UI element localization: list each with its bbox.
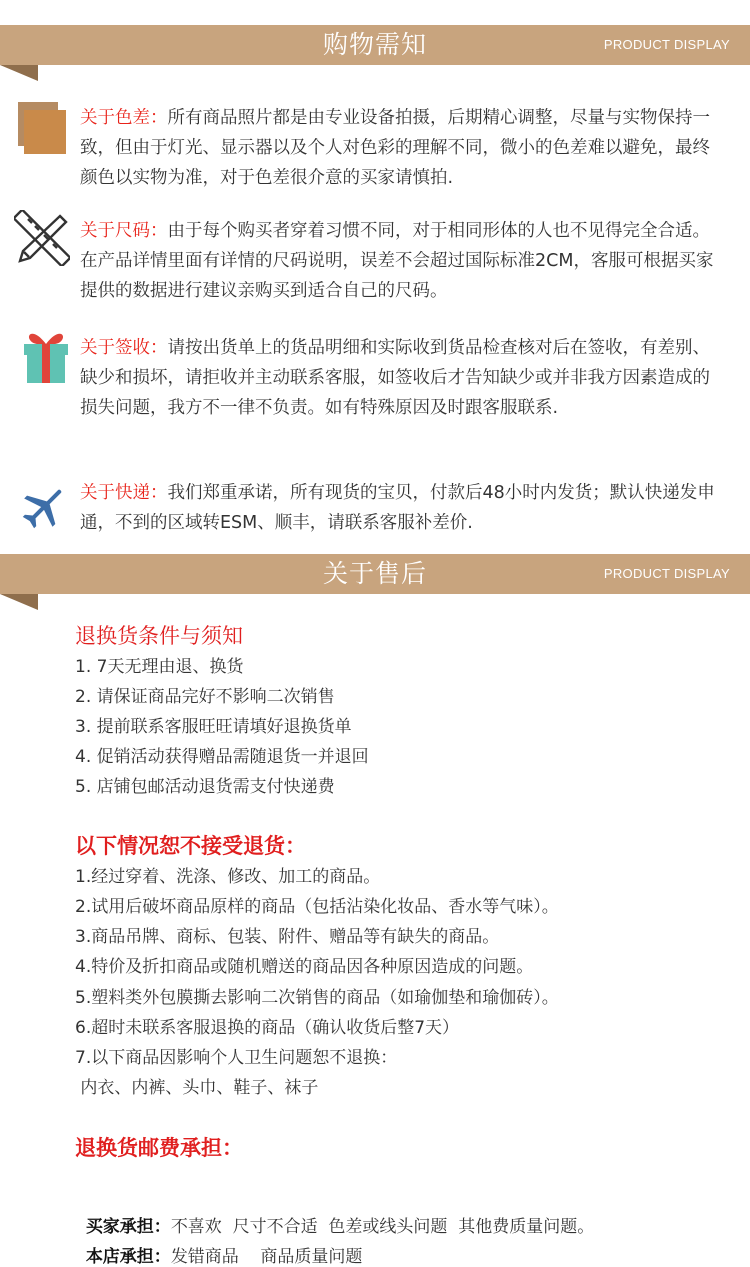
note-text: 所有商品照片都是由专业设备拍摄，后期精心调整，尽量与实物保持一致，但由于灯光、显示器以及个人对色彩的理解不同，微小的色差难以避免，最终颜色以实物为准，对于色差很介意的买家请慎拍. bbox=[80, 108, 710, 188]
section-banner-shopping bbox=[0, 25, 750, 101]
airplane-icon bbox=[20, 483, 68, 535]
note-label: 关于尺码： bbox=[80, 221, 168, 241]
buyer-label: 买家承担： bbox=[85, 1217, 171, 1237]
conditions-heading: 退换货条件与须知 bbox=[75, 624, 243, 648]
note-receipt bbox=[80, 333, 725, 423]
note-label: 关于色差： bbox=[80, 108, 168, 128]
color-swatch-icon bbox=[18, 102, 66, 158]
refuse-item: 1.经过穿着、洗涤、修改、加工的商品。 bbox=[75, 867, 381, 887]
section-title: 关于售后 bbox=[322, 559, 427, 588]
condition-item: 1. 7天无理由退、换货 bbox=[75, 657, 244, 677]
ruler-pencil-icon bbox=[14, 210, 70, 270]
note-text: 请按出货单上的货品明细和实际收到货品检查核对后在签收，有差别、缺少和损坏，请拒收并主动联系客服，如签收后才告知缺少或并非我方因素造成的损失问题，我方不一律不负责。如有特殊原因及时跟客服联系. bbox=[80, 338, 710, 418]
store-postage-row bbox=[75, 1222, 362, 1267]
store-text: 发错商品 商品质量问题 bbox=[170, 1247, 363, 1267]
condition-item: 2. 请保证商品完好不影响二次销售 bbox=[75, 687, 335, 707]
note-text: 我们郑重承诺，所有现货的宝贝，付款后48小时内发货；默认快递发申通，不到的区域转ESM、顺丰，请联系客服补差价. bbox=[80, 483, 715, 533]
condition-item: 4. 促销活动获得赠品需随退货一并退回 bbox=[75, 747, 369, 767]
refuse-item: 2.试用后破坏商品原样的商品（包括沾染化妆品、香水等气味）。 bbox=[75, 897, 559, 917]
condition-item: 3. 提前联系客服旺旺请填好退换货单 bbox=[75, 717, 352, 737]
refuse-item: 4.特价及折扣商品或随机赠送的商品因各种原因造成的问题。 bbox=[75, 957, 534, 977]
gift-box-icon bbox=[22, 324, 70, 388]
section-banner-after-sales bbox=[0, 554, 750, 630]
section-title: 购物需知 bbox=[322, 30, 427, 59]
refuse-item: 5.塑料类外包膜撕去影响二次销售的商品（如瑜伽垫和瑜伽砖）。 bbox=[75, 988, 559, 1008]
buyer-text: 不喜欢 尺寸不合适 色差或线头问题 其他费质量问题。 bbox=[170, 1217, 595, 1237]
note-color bbox=[80, 103, 725, 193]
refuse-item: 3.商品吊牌、商标、包装、附件、赠品等有缺失的商品。 bbox=[75, 927, 500, 947]
section-subtitle: PRODUCT DISPLAY bbox=[603, 37, 730, 52]
banner-fold bbox=[0, 65, 38, 81]
refuse-item: 内衣、内裤、头巾、鞋子、袜子 bbox=[75, 1078, 319, 1098]
store-label: 本店承担： bbox=[85, 1247, 171, 1267]
refuse-item: 6.超时未联系客服退换的商品（确认收货后整7天） bbox=[75, 1018, 460, 1038]
note-text: 由于每个购买者穿着习惯不同，对于相同形体的人也不见得完全合适。在产品详情里面有详情的尺码说明，误差不会超过国际标准2CM，客服可根据买家提供的数据进行建议亲购买到适合自己的尺码。 bbox=[80, 221, 714, 301]
note-label: 关于签收： bbox=[80, 338, 168, 358]
postage-heading: 退换货邮费承担： bbox=[75, 1136, 243, 1160]
banner-fold bbox=[0, 594, 38, 610]
note-label: 关于快递： bbox=[80, 483, 168, 503]
note-size bbox=[80, 216, 725, 306]
condition-item: 5. 店铺包邮活动退货需支付快递费 bbox=[75, 777, 335, 797]
refuse-item: 7.以下商品因影响个人卫生问题恕不退换： bbox=[75, 1048, 398, 1068]
refuse-heading: 以下情况恕不接受退货： bbox=[75, 834, 306, 858]
note-delivery bbox=[80, 478, 725, 538]
section-subtitle: PRODUCT DISPLAY bbox=[603, 566, 730, 581]
